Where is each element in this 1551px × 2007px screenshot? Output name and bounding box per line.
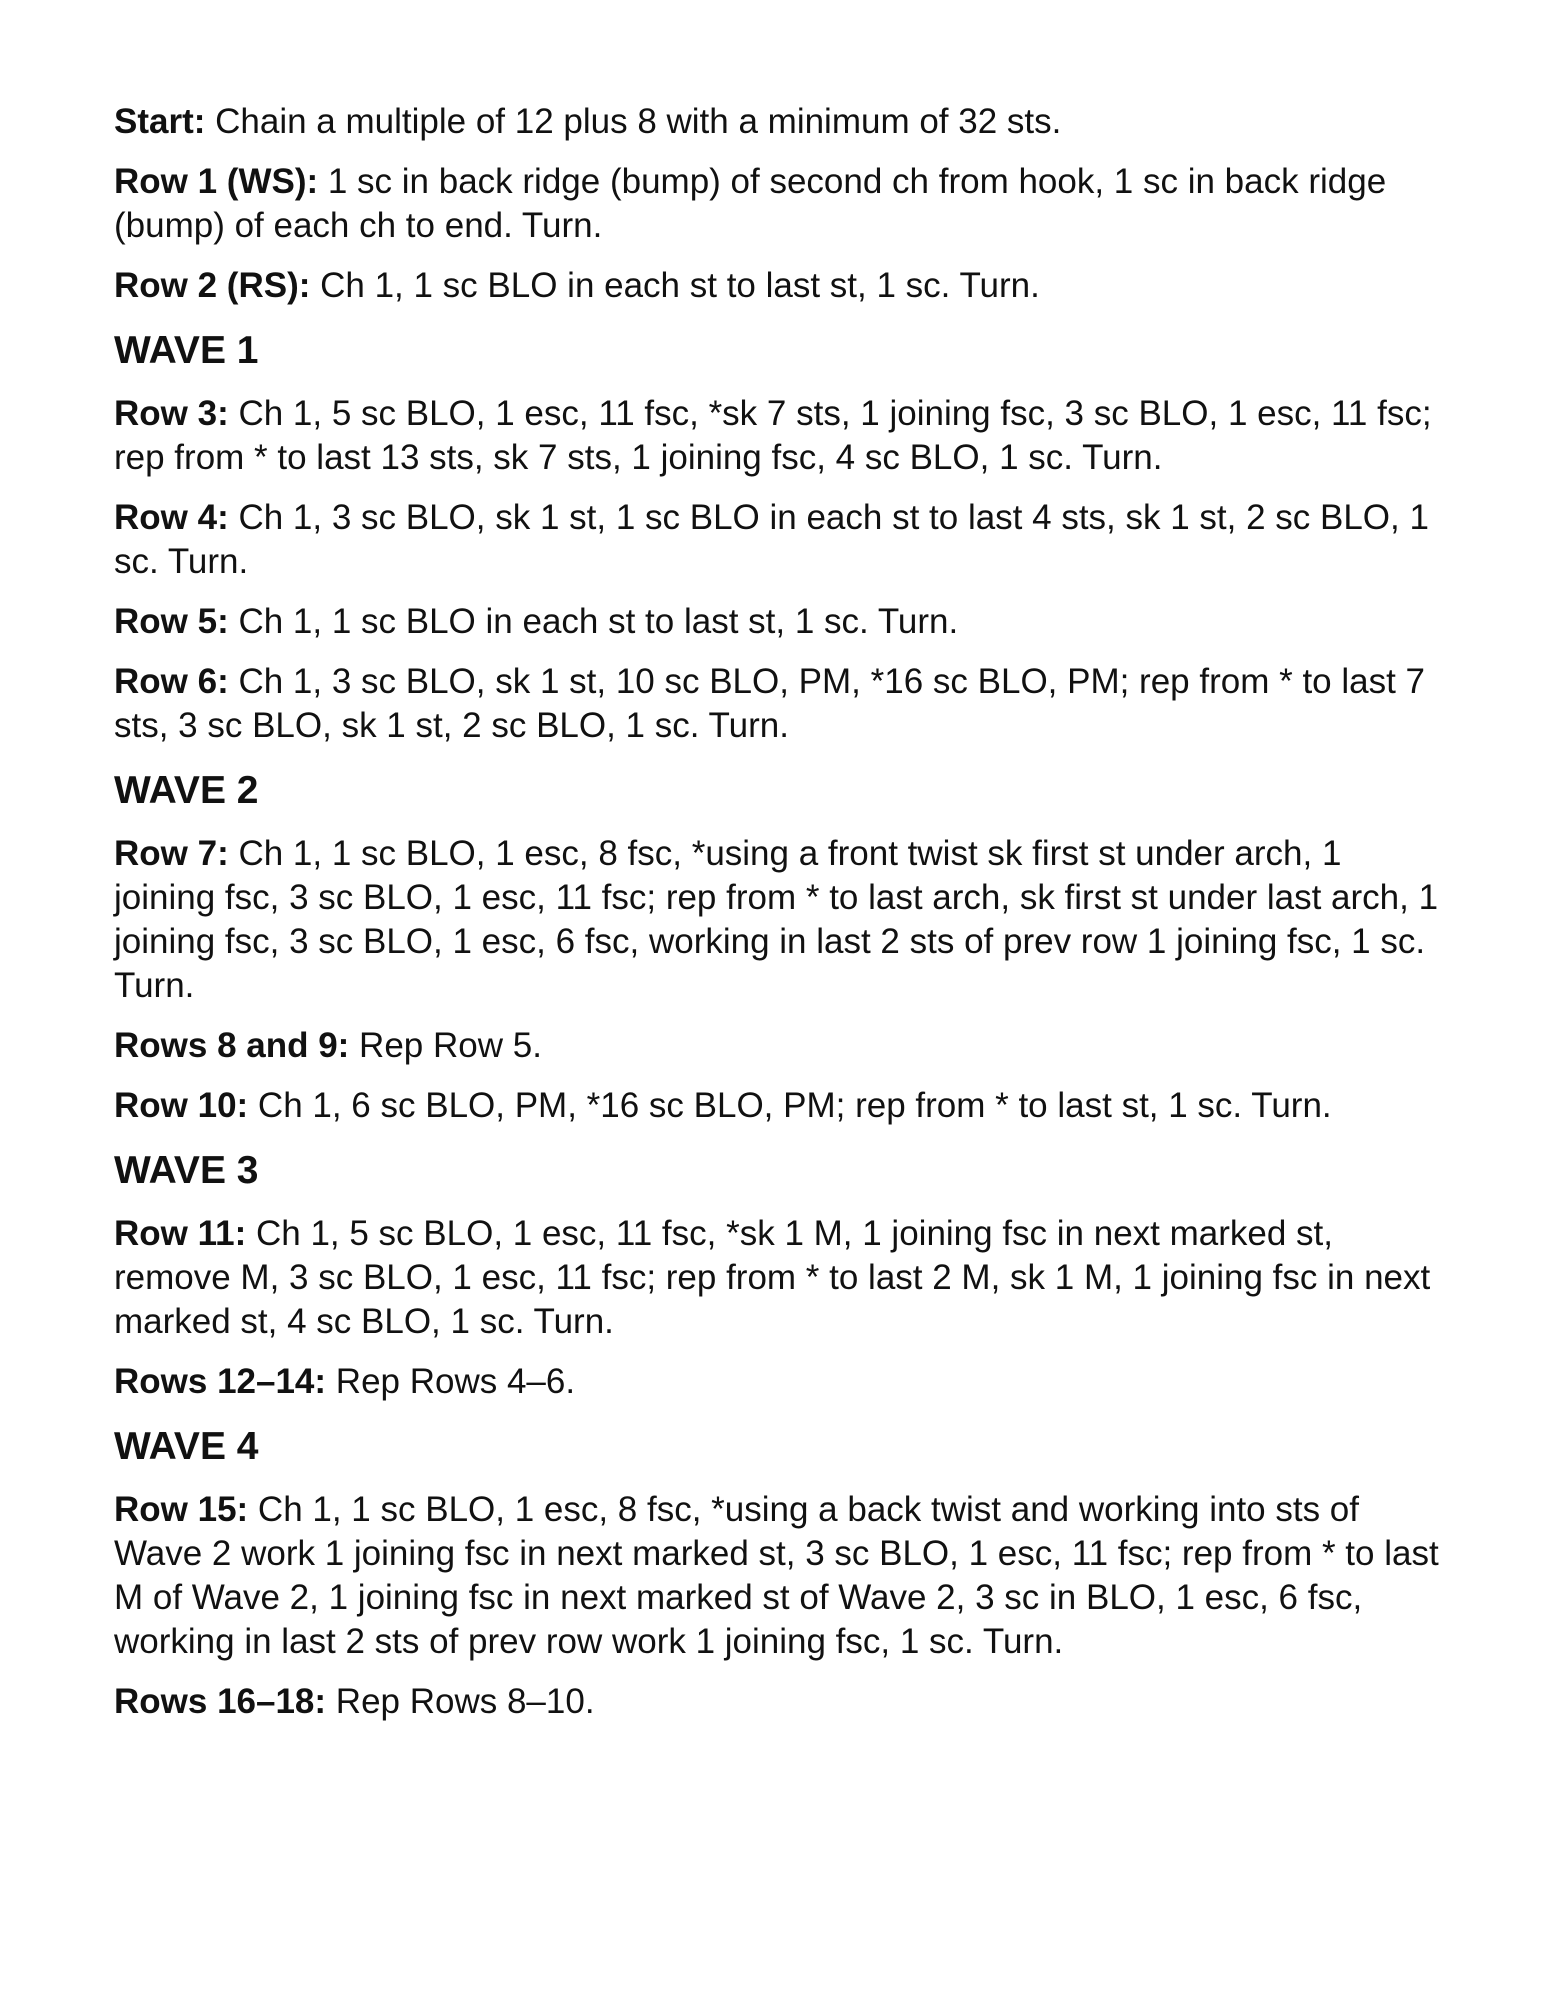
rows-12-14-instruction bbox=[114, 1360, 1444, 1404]
entry-label: Row 1 (WS): bbox=[114, 162, 319, 201]
row-6-instruction bbox=[114, 660, 1444, 748]
entry-text: Ch 1, 5 sc BLO, 1 esc, 11 fsc, *sk 1 M, 1 joining fsc in next marked st, remove M, 3 sc BLO, 1 esc, 11 fsc; rep from * to last 2 M, sk 1 M, 1 joining fsc in next marked st, 4 sc BLO, 1 sc. Turn. bbox=[114, 1214, 1431, 1341]
entry-text: Ch 1, 6 sc BLO, PM, *16 sc BLO, PM; rep from * to last st, 1 sc. Turn. bbox=[248, 1086, 1332, 1125]
entry-label: Row 11: bbox=[114, 1214, 247, 1253]
entry-text: Ch 1, 1 sc BLO, 1 esc, 8 fsc, *using a back twist and working into sts of Wave 2 work 1 joining fsc in next marked st, 3 sc BLO, 1 esc, 11 fsc; rep from * to last M of Wave 2, 1 joining fsc in next marked st of Wave 2, 3 sc in BLO, 1 esc, 6 fsc, working in last 2 sts of prev row work 1 joining fsc, 1 sc. Turn. bbox=[114, 1490, 1439, 1661]
row-2-instruction bbox=[114, 264, 1444, 308]
entry-text: Ch 1, 1 sc BLO, 1 esc, 8 fsc, *using a front twist sk first st under arch, 1 joining fsc, 3 sc BLO, 1 esc, 11 fsc; rep from * to last arch, sk first st under last arch, 1 joining fsc, 3 sc BLO, 1 esc, 6 fsc, working in last 2 sts of prev row 1 joining fsc, 1 sc. Turn. bbox=[114, 834, 1439, 1005]
entry-label: Row 5: bbox=[114, 602, 229, 641]
entry-text: Chain a multiple of 12 plus 8 with a minimum of 32 sts. bbox=[205, 102, 1062, 141]
entry-label: Rows 8 and 9: bbox=[114, 1026, 350, 1065]
rows-8-9-instruction bbox=[114, 1024, 1444, 1068]
entry-label: Row 7: bbox=[114, 834, 229, 873]
row-4-instruction bbox=[114, 496, 1444, 584]
row-1-instruction bbox=[114, 160, 1444, 248]
entry-label: Row 6: bbox=[114, 662, 229, 701]
start-instruction bbox=[114, 100, 1444, 144]
entry-label: Row 10: bbox=[114, 1086, 249, 1125]
entry-label: Row 15: bbox=[114, 1490, 249, 1529]
wave-3-heading: WAVE 3 bbox=[114, 1149, 259, 1192]
entry-text: Ch 1, 1 sc BLO in each st to last st, 1 sc. Turn. bbox=[228, 602, 959, 641]
pattern-document bbox=[114, 100, 1444, 1740]
entry-label: Row 3: bbox=[114, 394, 229, 433]
entry-text: Ch 1, 1 sc BLO in each st to last st, 1 sc. Turn. bbox=[310, 266, 1040, 305]
entry-text: Rep Row 5. bbox=[349, 1026, 542, 1065]
entry-text: Ch 1, 5 sc BLO, 1 esc, 11 fsc, *sk 7 sts, 1 joining fsc, 3 sc BLO, 1 esc, 11 fsc; rep from * to last 13 sts, sk 7 sts, 1 joining fsc, 4 sc BLO, 1 sc. Turn. bbox=[114, 394, 1432, 477]
entry-label: Start: bbox=[114, 102, 206, 141]
row-11-instruction bbox=[114, 1212, 1444, 1344]
rows-16-18-instruction bbox=[114, 1680, 1444, 1724]
row-5-instruction bbox=[114, 600, 1444, 644]
row-15-instruction bbox=[114, 1488, 1444, 1664]
entry-label: Row 2 (RS): bbox=[114, 266, 311, 305]
entry-label: Row 4: bbox=[114, 498, 229, 537]
entry-text: Ch 1, 3 sc BLO, sk 1 st, 1 sc BLO in each st to last 4 sts, sk 1 st, 2 sc BLO, 1 sc. Turn. bbox=[114, 498, 1429, 581]
entry-label: Rows 16–18: bbox=[114, 1682, 327, 1721]
row-3-instruction bbox=[114, 392, 1444, 480]
entry-text: Rep Rows 4–6. bbox=[326, 1362, 576, 1401]
entry-text: Ch 1, 3 sc BLO, sk 1 st, 10 sc BLO, PM, *16 sc BLO, PM; rep from * to last 7 sts, 3 sc BLO, sk 1 st, 2 sc BLO, 1 sc. Turn. bbox=[114, 662, 1426, 745]
entry-text: 1 sc in back ridge (bump) of second ch from hook, 1 sc in back ridge (bump) of each ch to end. Turn. bbox=[114, 162, 1387, 245]
wave-2-heading: WAVE 2 bbox=[114, 769, 259, 812]
entry-text: Rep Rows 8–10. bbox=[326, 1682, 595, 1721]
wave-4-heading: WAVE 4 bbox=[114, 1425, 259, 1468]
row-10-instruction bbox=[114, 1084, 1444, 1128]
entry-label: Rows 12–14: bbox=[114, 1362, 327, 1401]
row-7-instruction bbox=[114, 832, 1444, 1008]
wave-1-heading: WAVE 1 bbox=[114, 329, 259, 372]
